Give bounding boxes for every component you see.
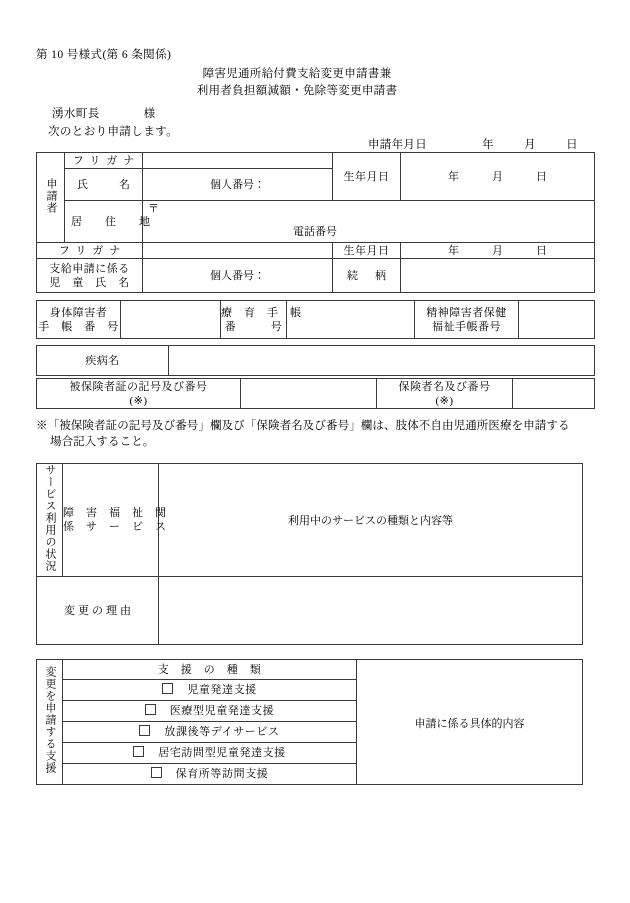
addressee-name: 湧水町長	[52, 108, 100, 120]
month-unit: 月	[524, 139, 536, 151]
applicant-furigana-input[interactable]	[143, 153, 333, 169]
insurance-note-line-2: 場合記入すること。	[50, 436, 155, 448]
insurance-note	[36, 418, 606, 450]
child-furigana-input[interactable]	[143, 243, 333, 259]
document-title	[0, 66, 594, 100]
application-date-label: 申請年月日	[368, 139, 427, 151]
applicant-residence-input[interactable]	[143, 201, 595, 243]
applicant-residence-row	[37, 201, 595, 243]
mental-handbook-label-line-1: 精神障害者保健	[426, 306, 507, 319]
applicant-furigana-label: フリガナ	[65, 153, 143, 169]
insured-card-label-line-2: (※)	[129, 394, 148, 407]
applicant-vertical-label: 申請者	[45, 177, 57, 214]
child-birth-year-unit: 年	[448, 244, 459, 257]
support-option-4[interactable]	[63, 743, 357, 764]
support-change-vertical-label-cell	[37, 660, 63, 785]
support-option-1-label: 児童発達支援	[187, 684, 257, 696]
applicant-furigana-row	[37, 153, 595, 169]
insurance-note-line-1: ※「被保険者証の記号及び番号」欄及び「保険者名及び番号」欄は、肢体不自由児通所医療を申請する	[36, 420, 570, 432]
applicant-phone-label: 電話番号	[293, 226, 337, 238]
mental-handbook-label	[415, 301, 519, 339]
change-reason-label: 変更の理由	[37, 577, 159, 645]
insurer-label-line-1: 保険者名及び番号	[398, 380, 491, 393]
support-change-vertical-label: 変更を申請する支援	[44, 666, 56, 774]
service-usage-vertical-label-cell	[37, 464, 63, 577]
application-date-fields[interactable]	[467, 136, 593, 152]
support-option-2-label: 医療型児童発達支援	[169, 705, 275, 717]
intro-sentence: 次のとおり申請します。	[48, 126, 178, 138]
disease-row	[37, 346, 595, 376]
postal-mark-icon: 〒	[148, 203, 159, 215]
service-content-header: 利用中のサービスの種類と内容等	[288, 515, 453, 527]
child-name-label-line-1: 支給申請に係る	[49, 262, 130, 275]
disease-table	[36, 345, 595, 376]
child-furigana-row	[37, 243, 595, 259]
title-line-2: 利用者負担額減額・免除等変更申請書	[196, 85, 398, 97]
physical-handbook-label-line-2: 手 帳 番 号	[38, 320, 119, 333]
insured-card-label	[37, 379, 241, 409]
child-name-label	[37, 259, 143, 293]
applicant-residence-label: 居 住 地	[65, 201, 143, 243]
applicant-vertical-label-cell	[37, 153, 65, 243]
child-birth-day-unit: 日	[536, 244, 547, 257]
disease-label: 疾病名	[37, 346, 169, 376]
application-date-row	[368, 136, 593, 152]
physical-handbook-input[interactable]	[121, 301, 221, 339]
applicant-table	[36, 152, 595, 293]
insured-card-input[interactable]	[241, 379, 377, 409]
day-unit: 日	[566, 139, 578, 151]
service-content-input[interactable]	[159, 464, 583, 577]
support-option-5-label: 保育所等訪問支援	[175, 768, 269, 780]
insured-card-label-line-1: 被保険者証の記号及び番号	[69, 380, 208, 393]
applicant-name-label: 氏 名	[65, 169, 143, 201]
support-detail-header: 申請に係る具体的内容	[414, 717, 525, 730]
insurer-label	[377, 379, 513, 409]
rehab-handbook-label-line-1: 療 育 手 帳	[221, 306, 302, 319]
support-option-4-label: 居宅訪問型児童発達支援	[158, 747, 286, 759]
year-unit: 年	[482, 139, 494, 151]
handbook-table	[36, 300, 595, 339]
child-my-number-input[interactable]	[143, 259, 333, 293]
insurer-input[interactable]	[513, 379, 595, 409]
insurance-table	[36, 378, 595, 409]
welfare-service-row	[37, 464, 583, 577]
child-my-number-label: 個人番号：	[210, 269, 265, 282]
child-name-row	[37, 259, 595, 293]
welfare-service-label	[63, 464, 167, 577]
welfare-service-label-line-2: 係 サ ー ビ ス	[63, 521, 167, 533]
child-name-label-line-2: 児 童 氏 名	[49, 276, 130, 289]
support-option-1[interactable]	[63, 680, 357, 701]
applicant-my-number-input[interactable]	[143, 169, 333, 201]
applicant-birth-label: 生年月日	[333, 153, 401, 201]
checkbox-icon-option-5[interactable]	[151, 767, 162, 778]
rehab-handbook-label	[221, 301, 302, 339]
support-option-3[interactable]	[63, 722, 357, 743]
title-line-1: 障害児通所給付費支給変更申請書兼	[202, 68, 392, 80]
child-relation-input[interactable]	[401, 259, 595, 293]
addressee-honorific: 様	[143, 108, 156, 120]
disease-input[interactable]	[169, 346, 595, 376]
checkbox-icon-option-3[interactable]	[139, 725, 150, 736]
support-option-3-label: 放課後等デイサービス	[164, 726, 280, 738]
handbook-row	[37, 301, 595, 339]
mental-handbook-input[interactable]	[519, 301, 595, 339]
service-usage-table	[36, 463, 583, 645]
child-birth-month-unit: 月	[492, 244, 503, 257]
physical-handbook-label	[37, 301, 121, 339]
applicant-my-number-label: 個人番号：	[210, 178, 265, 191]
applicant-birth-month-unit: 月	[492, 170, 503, 183]
support-header-row	[37, 660, 583, 680]
change-reason-input[interactable]	[159, 577, 583, 645]
support-change-table	[36, 659, 583, 785]
physical-handbook-label-line-1: 身体障害者	[49, 306, 108, 319]
support-type-header: 支 援 の 種 類	[63, 660, 357, 680]
child-birth-input[interactable]	[401, 243, 595, 259]
child-furigana-label: フリガナ	[37, 243, 143, 259]
service-usage-vertical-label: サービス利用の状況	[44, 464, 56, 572]
welfare-service-label-line-1: 障 害 福 祉 関	[63, 507, 167, 519]
applicant-birth-day-unit: 日	[536, 170, 547, 183]
support-option-2[interactable]	[63, 701, 357, 722]
applicant-birth-year-unit: 年	[448, 170, 459, 183]
checkbox-icon-option-1[interactable]	[162, 683, 173, 694]
child-relation-label: 続 柄	[333, 259, 401, 293]
mental-handbook-label-line-2: 福祉手帳番号	[432, 320, 501, 333]
support-detail-column[interactable]	[357, 660, 583, 785]
applicant-birth-input[interactable]	[401, 153, 595, 201]
rehab-handbook-input[interactable]	[287, 301, 415, 339]
checkbox-icon-option-4[interactable]	[133, 746, 144, 757]
insurer-label-line-2: (※)	[435, 394, 454, 407]
child-birth-label: 生年月日	[333, 243, 401, 259]
checkbox-icon-option-2[interactable]	[145, 704, 156, 715]
rehab-handbook-label-line-2: 番 号	[224, 320, 283, 333]
form-number: 第 10 号様式(第 6 条関係)	[36, 49, 172, 61]
change-reason-row	[37, 577, 583, 645]
support-option-5[interactable]	[63, 764, 357, 785]
addressee	[52, 105, 156, 121]
insurance-row	[37, 379, 595, 409]
